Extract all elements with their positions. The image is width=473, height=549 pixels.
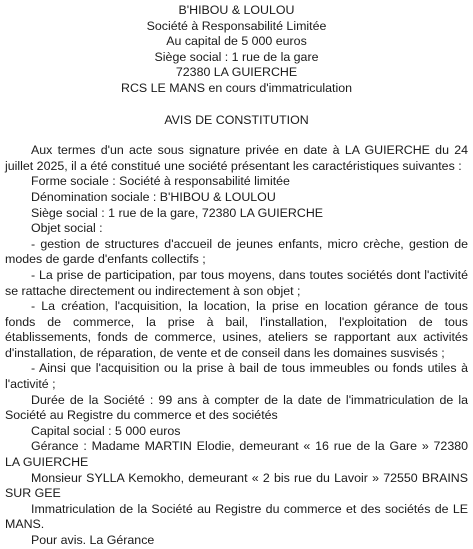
capital-line: Capital social : 5 000 euros [31, 423, 181, 438]
corporate-purpose-label: Objet social : [31, 221, 103, 236]
notice-header [5, 3, 468, 97]
registration-line: Immatriculation de la Société au Registre du commerce et des sociétés de LE MANS. [5, 501, 468, 532]
legal-form: Société à Responsabilité Limitée [146, 18, 327, 33]
intro-paragraph: Aux termes d'un acte sous signature privée en date à LA GUIERCHE du 24 juillet 2025, il a été constitué une société présentant les caractéristiques suivantes : [5, 143, 468, 173]
registered-office: Siège social : 1 rue de la gare [154, 49, 319, 64]
rcs-registration: RCS LE MANS en cours d'immatriculation [121, 80, 352, 95]
company-denomination-line: Dénomination sociale : B'HIBOU & LOULOU [31, 189, 276, 204]
notice-title: AVIS DE CONSTITUTION [164, 112, 309, 127]
purpose-item-1: - gestion de structures d'accueil de jeunes enfants, micro crèche, gestion de modes de garde d'enfants collectifs ; [5, 236, 468, 267]
signature-line: Pour avis. La Gérance [31, 533, 155, 547]
purpose-item-4: - Ainsi que l'acquisition ou la prise à bail de tous immeubles ou fonds utiles à l'activité ; [5, 361, 468, 392]
management-line: Gérance : Madame MARTIN Elodie, demeurant « 16 rue de la Gare » 72380 LA GUIERCHE [5, 439, 468, 470]
purpose-item-2: - La prise de participation, par tous moyens, dans toutes sociétés dont l'activité se rattache directement ou indirectement à son objet ; [5, 267, 468, 298]
duration-paragraph: Durée de la Société : 99 ans à compter de la date de l'immatriculation de la Société au Registre du commerce et des sociétés [5, 392, 468, 423]
co-manager-line: Monsieur SYLLA Kemokho, demeurant « 2 bis rue du Lavoir » 72550 BRAINS SUR GEE [5, 470, 468, 501]
share-capital: Au capital de 5 000 euros [166, 34, 307, 49]
company-name: B'HIBOU & LOULOU [178, 3, 295, 17]
registered-office-line: Siège social : 1 rue de la gare, 72380 LA GUIERCHE [31, 205, 324, 220]
legal-form-line: Forme sociale : Société à responsabilité limitée [31, 174, 290, 189]
notice-body [5, 143, 468, 548]
registered-city: 72380 LA GUIERCHE [175, 65, 298, 80]
purpose-item-3: - La création, l'acquisition, la location, la prise en location gérance de tous fonds de commerce, la prise à bail, l'installation, l'exploitation de tous établissements, fonds de commerce, usines, ateliers se rapportant aux activités d'installation, de réparation, de vente et de conseil dans les domaines susvisés ; [5, 299, 468, 360]
